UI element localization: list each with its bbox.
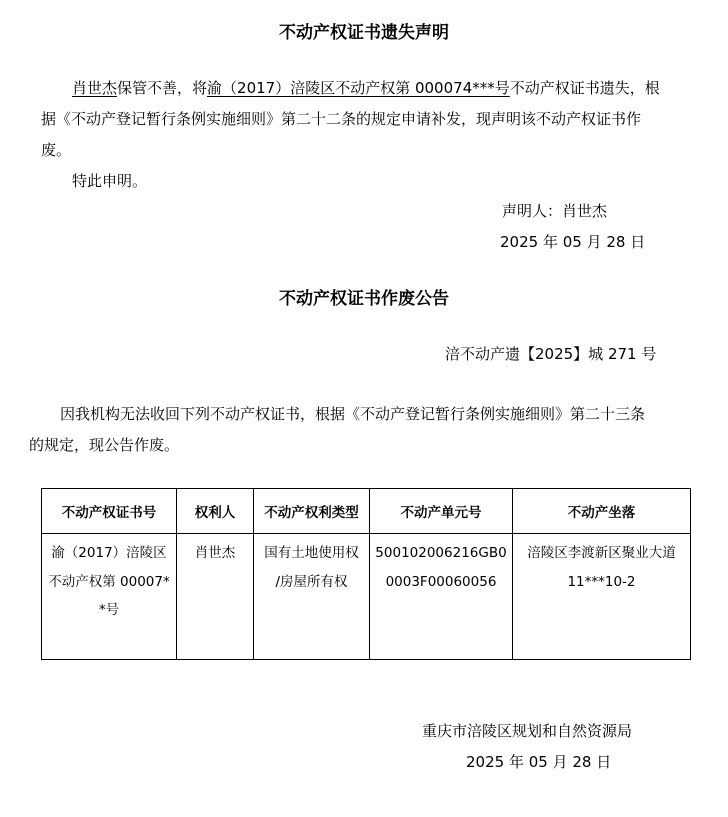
certificate-number: 渝（2017）涪陵区不动产权第 000074***号 xyxy=(207,79,510,97)
announcement-date: 2025 年 05 月 28 日 xyxy=(466,753,612,771)
cell-unit-number: 500102006216GB0 0003F00060056 xyxy=(370,534,513,660)
cell-certificate-number: 渝（2017）涪陵区 不动产权第 00007* *号 xyxy=(42,534,177,660)
cell-location: 涪陵区李渡新区聚业大道 11***10-2 xyxy=(513,534,691,660)
declarant-name: 肖世杰 xyxy=(72,79,118,97)
announcement-paragraph-line-2: 的规定，现公告作废。 xyxy=(29,436,180,454)
column-header: 不动产单元号 xyxy=(370,489,513,534)
announcement-reference-number: 涪不动产遗【2025】城 271 号 xyxy=(445,345,657,363)
announcement-title: 不动产权证书作废公告 xyxy=(279,289,449,309)
declaration-text: 不动产权证书遗失，根 xyxy=(509,79,660,97)
declaration-text: 保管不善，将 xyxy=(117,79,208,97)
announcement-paragraph-line-1: 因我机构无法收回下列不动产权证书，根据《不动产登记暂行条例实施细则》第二十三条 xyxy=(60,405,646,423)
declaration-paragraph-line-3: 废。 xyxy=(41,141,72,159)
column-header: 权利人 xyxy=(177,489,254,534)
declaration-paragraph-line-2: 据《不动产登记暂行条例实施细则》第二十二条的规定申请补发，现声明该不动产权证书作 xyxy=(41,110,642,128)
declaration-paragraph-line-1 xyxy=(72,73,660,104)
certificate-table xyxy=(41,488,691,660)
cell-right-type: 国有土地使用权 /房屋所有权 xyxy=(254,534,370,660)
declaration-title: 不动产权证书遗失声明 xyxy=(279,23,449,43)
issuer-name: 重庆市涪陵区规划和自然资源局 xyxy=(422,722,633,740)
column-header: 不动产权利类型 xyxy=(254,489,370,534)
table-row xyxy=(42,534,691,660)
cell-owner: 肖世杰 xyxy=(177,534,254,660)
column-header: 不动产权证书号 xyxy=(42,489,177,534)
declaration-date: 2025 年 05 月 28 日 xyxy=(500,233,646,251)
column-header: 不动产坐落 xyxy=(513,489,691,534)
declaration-closing: 特此申明。 xyxy=(72,172,148,190)
declarant-signature: 声明人：肖世杰 xyxy=(502,202,608,220)
table-header-row xyxy=(42,489,691,534)
